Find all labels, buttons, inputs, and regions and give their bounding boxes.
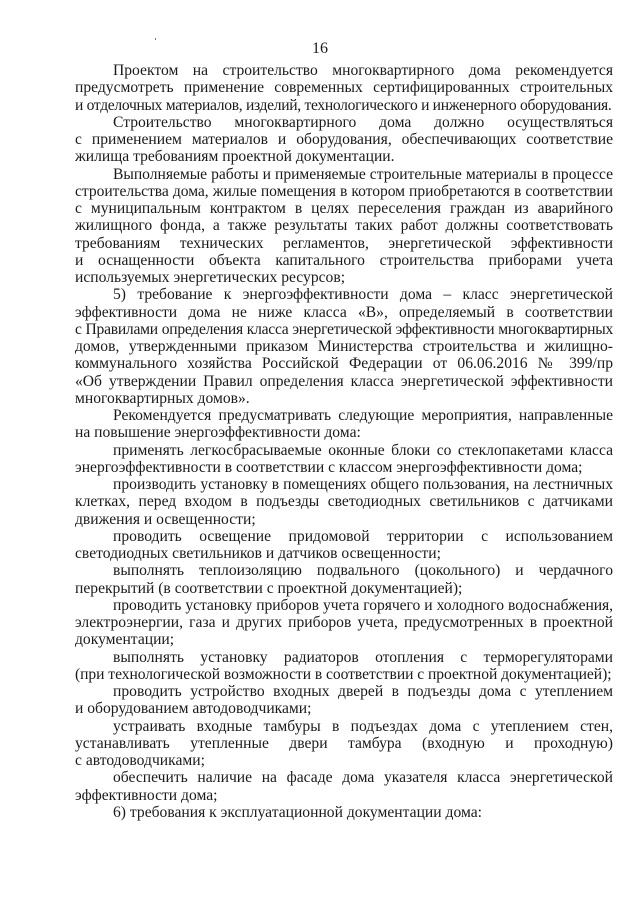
text-line: обеспечить наличие на фасаде дома указателя класса энергетической [113,769,613,787]
text-line: жилищного фонда, а также результаты таких работ должны соответствовать [75,217,613,235]
text-line: на повышение энергоэффективности дома: [75,424,361,442]
text-line: перекрытий (в соответствии с проектной документацией); [75,579,463,597]
text-line: требованиям технических регламентов, энергетической эффективности [75,234,613,252]
text-line: применять легкосбрасываемые оконные блоки со стеклопакетами класса [113,441,613,459]
text-line: с применением материалов и оборудования, обеспечивающих соответствие [75,131,613,148]
text-line: производить установку в помещениях общего пользования, на лестничных [113,476,613,493]
text-line: светодиодных светильников и датчиков освещенности; [75,545,441,562]
paragraph [75,597,613,649]
text-line: с муниципальным контрактом в целях переселения граждан из аварийного [75,200,613,217]
text-line: устраивать входные тамбуры в подъездах дома с утеплением стен, [113,717,613,735]
page-number: 16 [312,40,328,57]
paragraph [75,804,613,821]
text-line: используемых энергетических ресурсов; [75,269,346,286]
text-line: Рекомендуется предусматривать следующие мероприятия, направленные [113,407,613,424]
text-line: и оснащенности объекта капитального строительства приборами учета [75,251,613,269]
paragraph [75,442,613,477]
text-line: и отделочных материалов, изделий, технологического и инженерного оборудования. [75,96,612,114]
paragraph [75,62,613,114]
text-line: электроэнергии, газа и других приборов учета, предусмотренных в проектной [75,614,613,631]
text-line: многоквартирных домов». [75,389,250,407]
text-line: эффективности дома не ниже класса «В», определяемый в соответствии [75,303,613,321]
paragraph [75,718,613,770]
text-line: с автодоводчиками; [75,752,205,769]
text-line: 6) требования к эксплуатационной документации дома: [113,803,482,821]
text-line: и оборудованием автодоводчиками; [75,700,312,718]
text-line: Строительство многоквартирного дома должно осуществляться [113,113,613,131]
paragraph [75,286,613,407]
text-line: (при технологической возможности в соответствии с проектной документацией); [75,665,612,683]
text-line: строительства дома, жилые помещения в котором приобретаются в соответствии [75,182,613,200]
text-line: Выполняемые работы и применяемые строительные материалы в процессе [113,165,613,183]
text-line: клетках, перед входом в подъезды светодиодных светильников с датчиками [75,493,613,511]
text-line: движения и освещенности; [75,510,256,528]
text-line: документации; [75,631,175,649]
document-body [75,62,613,821]
paragraph [75,649,613,684]
paragraph [75,769,613,804]
paragraph [75,528,613,563]
text-line: проводить устройство входных дверей в подъезды дома с утеплением [113,683,613,700]
text-line: эффективности дома; [75,786,218,804]
text-line: 5) требование к энергоэффективности дома – класс энергетической [113,286,613,304]
paragraph [75,407,613,442]
text-line: устанавливать утепленные двери тамбура (входную и проходную) [75,734,613,752]
text-line: энергоэффективности в соответствии с классом энергоэффективности дома; [75,458,583,476]
text-line: жилища требованиям проектной документации. [75,148,395,166]
paragraph [75,476,613,528]
text-line: Проектом на строительство многоквартирного дома рекомендуется [113,62,613,79]
text-line: выполнять установку радиаторов отопления с терморегуляторами [113,648,613,666]
text-line: с Правилами определения класса энергетической эффективности многоквартирных [75,320,613,338]
paragraph [75,562,613,597]
text-line: «Об утверждении Правил определения класса энергетической эффективности [75,372,613,390]
text-line: проводить установку приборов учета горячего и холодного водоснабжения, [113,596,613,614]
text-line: домов, утвержденными приказом Министерства строительства и жилищно- [75,338,613,355]
paragraph [75,114,613,166]
text-line: коммунального хозяйства Российской Федерации от 06.06.2016 № 399/пр [75,355,613,373]
paragraph [75,683,613,718]
text-line: проводить освещение придомовой территории с использованием [113,527,613,545]
text-line: предусмотреть применение современных сертифицированных строительных [75,79,613,97]
text-line: выполнять теплоизоляцию подвального (цокольного) и чердачного [113,562,613,580]
paragraph [75,166,613,287]
